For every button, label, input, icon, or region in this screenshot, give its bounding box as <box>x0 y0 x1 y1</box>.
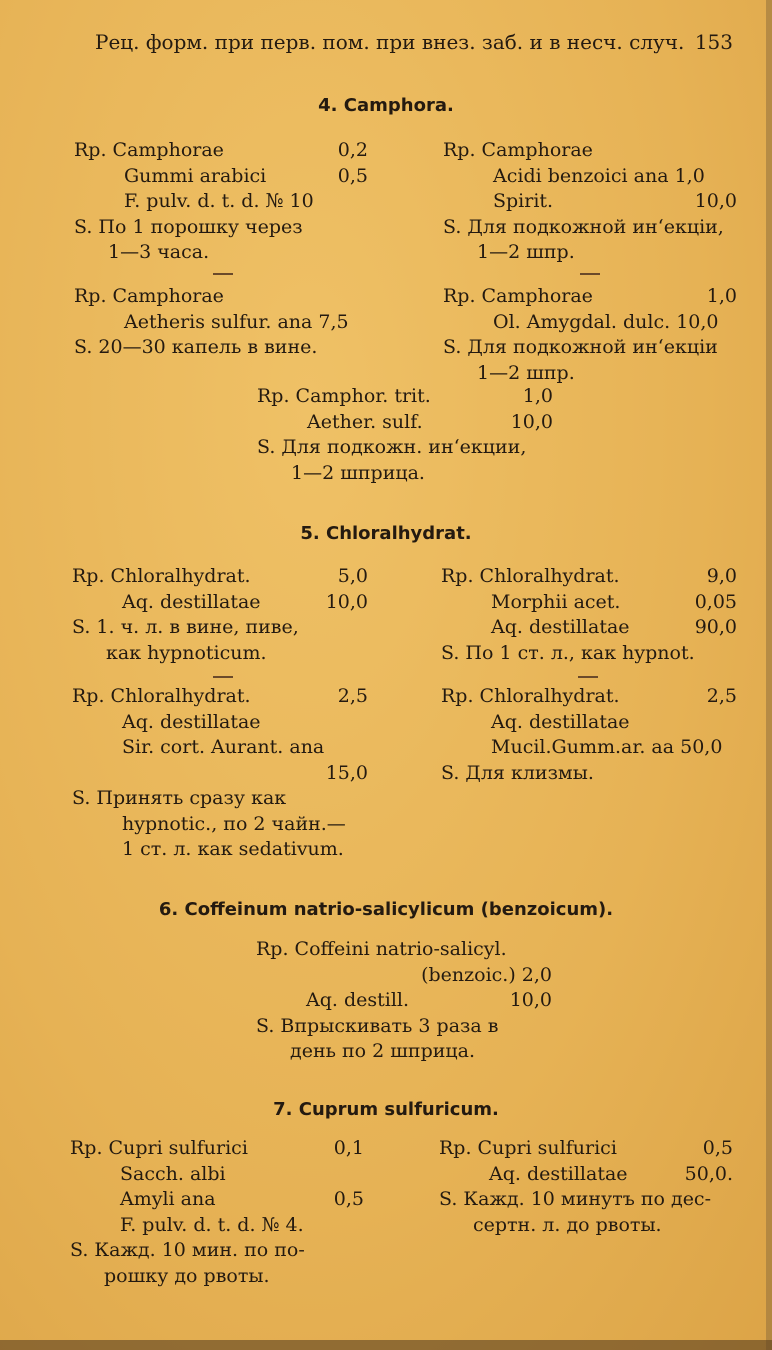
recipe-line: Aq. destillatae <box>122 710 261 733</box>
recipe-camphora-1 <box>74 138 368 266</box>
recipe-line: Rp. Chloralhydrat. <box>72 565 251 587</box>
recipe-dose: 0,05 <box>694 590 737 613</box>
recipe-coffeinum <box>256 937 552 1065</box>
recipe-chloral-3 <box>72 684 368 863</box>
recipe-line: Rp. Camphor. trit. <box>257 385 431 407</box>
recipe-signature: S. Для подкожн. ин‘екции, <box>257 436 527 458</box>
header-title: Рец. форм. при перв. пом. при внез. заб. и в несч. случ. <box>95 30 685 54</box>
recipe-line: Morphii acet. <box>491 590 621 613</box>
recipe-line: Aq. destillatae <box>491 616 630 638</box>
separator-dash <box>578 676 598 678</box>
recipe-dose: 10,0 <box>509 989 552 1011</box>
recipe-line: Rp. Camphorae <box>443 139 593 161</box>
recipe-signature: S. По 1 ст. л., как hypnot. <box>441 641 695 664</box>
recipe-line: Aether. sulf. <box>307 410 423 433</box>
recipe-chloral-1 <box>72 564 368 666</box>
page-edge-shadow <box>766 0 772 1350</box>
recipe-line: рошку до рвоты. <box>104 1264 270 1287</box>
recipe-line: Aq. destill. <box>306 989 410 1011</box>
page-number: 153 <box>694 30 733 54</box>
recipe-dose: 5,0 <box>337 565 368 587</box>
section-title-cuprum: 7. Cuprum sulfuricum. <box>273 1099 499 1120</box>
recipe-dose: 10,0 <box>510 410 553 433</box>
recipe-camphora-5 <box>257 384 553 486</box>
recipe-line: Rp. Camphorae <box>74 139 224 161</box>
recipe-dose: 15,0 <box>325 761 368 784</box>
recipe-dose: 2,5 <box>337 685 368 707</box>
separator-dash <box>213 273 233 275</box>
recipe-camphora-4 <box>443 284 737 386</box>
recipe-chloral-2 <box>441 564 737 666</box>
recipe-line: Aq. destillatae <box>491 710 630 733</box>
recipe-line: Sir. cort. Aurant. ana <box>122 736 325 758</box>
recipe-line: Spirit. <box>493 190 554 212</box>
recipe-dose: 0,5 <box>702 1137 733 1159</box>
recipe-line: 1—2 шприца. <box>291 461 425 484</box>
recipe-chloral-4 <box>441 684 737 786</box>
recipe-signature: S. Принять сразу как <box>72 787 287 809</box>
recipe-line: день по 2 шприца. <box>290 1040 475 1062</box>
recipe-signature: S. Для подкожной ин‘екціи, <box>443 215 724 238</box>
recipe-signature: S. По 1 порошку через <box>74 215 303 238</box>
section-title-chloralhydrat: 5. Chloralhydrat. <box>300 523 472 544</box>
recipe-dose: 10,0 <box>694 190 737 212</box>
separator-dash <box>580 273 600 275</box>
page-bottom-shadow <box>0 1340 772 1350</box>
recipe-dose: 0,2 <box>337 139 368 161</box>
recipe-dose: 9,0 <box>706 565 737 587</box>
recipe-line: Rp. Cupri sulfurici <box>439 1137 617 1159</box>
recipe-signature: S. 1. ч. л. в вине, пиве, <box>72 616 299 638</box>
recipe-line: как hypnoticum. <box>106 641 267 664</box>
recipe-line: Rp. Coffeini natrio-salicyl. <box>256 938 507 960</box>
recipe-line: Rp. Camphorae <box>443 285 593 307</box>
recipe-dose: 0,5 <box>337 164 368 187</box>
recipe-dose: 10,0 <box>325 590 368 613</box>
recipe-line: Amyli ana <box>120 1188 216 1210</box>
recipe-line: Acidi benzoici ana 1,0 <box>493 164 705 187</box>
recipe-dose: 0,5 <box>333 1188 364 1210</box>
recipe-line: Aetheris sulfur. ana 7,5 <box>124 310 349 333</box>
recipe-dose: 50,0. <box>684 1162 733 1185</box>
recipe-signature: S. Для клизмы. <box>441 761 594 784</box>
separator-dash <box>213 676 233 678</box>
recipe-camphora-2 <box>443 138 737 266</box>
recipe-line: Gummi arabici <box>124 164 267 187</box>
recipe-line: Aq. destillatae <box>122 590 261 613</box>
recipe-line: hypnotic., по 2 чайн.— <box>122 812 346 835</box>
recipe-line: Rp. Chloralhydrat. <box>441 685 620 707</box>
recipe-line: Rp. Camphorae <box>74 285 224 307</box>
recipe-line: 1—3 часа. <box>108 241 210 263</box>
recipe-line: Ol. Amygdal. dulc. 10,0 <box>493 310 719 333</box>
recipe-line: Aq. destillatae <box>489 1162 628 1185</box>
recipe-line: Rp. Cupri sulfurici <box>70 1137 248 1159</box>
recipe-cuprum-1 <box>70 1136 364 1289</box>
recipe-signature: S. 20—30 капель в вине. <box>74 336 318 358</box>
recipe-signature: S. Впрыскивать 3 раза в <box>256 1014 499 1037</box>
section-title-camphora: 4. Camphora. <box>318 95 454 116</box>
recipe-line: Mucil.Gumm.ar. aa 50,0 <box>491 736 723 758</box>
recipe-line: Sacch. albi <box>120 1162 226 1185</box>
running-header <box>95 30 745 54</box>
recipe-line: сертн. л. до рвоты. <box>473 1213 662 1236</box>
recipe-camphora-3 <box>74 284 368 361</box>
recipe-dose: 90,0 <box>694 616 737 638</box>
recipe-dose: 0,1 <box>333 1137 364 1159</box>
recipe-dose: 1,0 <box>706 285 737 307</box>
recipe-line: F. pulv. d. t. d. № 4. <box>120 1213 304 1236</box>
recipe-line: F. pulv. d. t. d. № 10 <box>124 190 314 212</box>
section-title-coffeinum: 6. Coffeinum natrio-salicylicum (benzoicum). <box>158 899 614 920</box>
recipe-cuprum-2 <box>439 1136 733 1238</box>
recipe-line: 1 ст. л. как sedativum. <box>122 838 344 860</box>
recipe-dose: 1,0 <box>522 385 553 407</box>
recipe-line: 1—2 шпр. <box>477 361 575 384</box>
recipe-line: Rp. Chloralhydrat. <box>441 565 620 587</box>
recipe-dose: (benzoic.) 2,0 <box>421 963 552 986</box>
recipe-line: 1—2 шпр. <box>477 241 575 263</box>
recipe-signature: S. Для подкожной ин‘екціи <box>443 336 718 358</box>
recipe-line: Rp. Chloralhydrat. <box>72 685 251 707</box>
recipe-signature: S. Кажд. 10 мин. по по- <box>70 1239 305 1261</box>
recipe-signature: S. Кажд. 10 минутъ по дес- <box>439 1188 711 1210</box>
recipe-dose: 2,5 <box>706 685 737 707</box>
